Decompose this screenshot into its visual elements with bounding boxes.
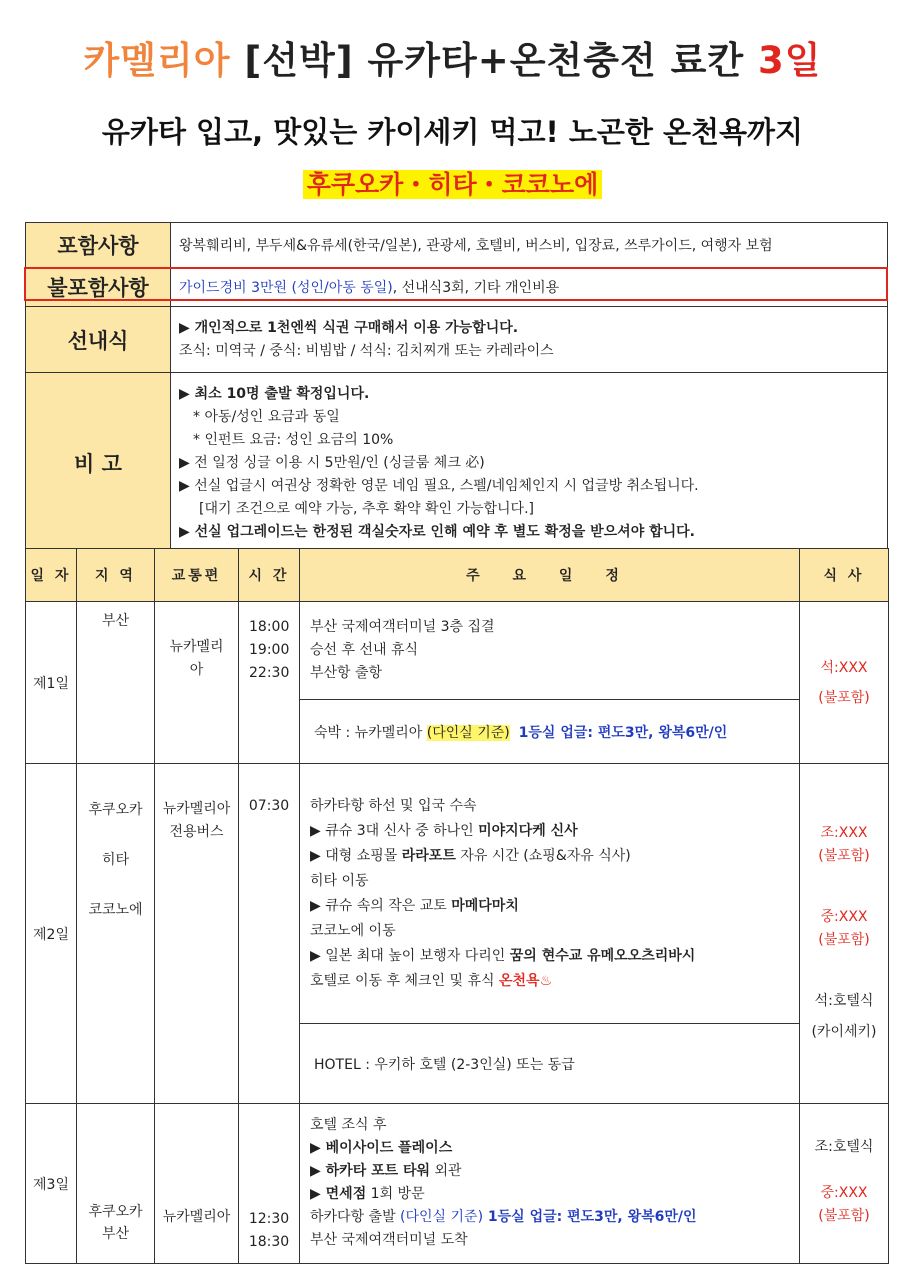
excluded-rest: , 선내식3회, 기타 개인비용 (392, 280, 560, 296)
ship-meal-label: 선내식 (26, 307, 171, 373)
note-3: * 인펀트 요금: 성인 요금의 10% (193, 431, 394, 448)
day2-line-2-bold: 미야지다케 신사 (478, 823, 578, 839)
day2-regions (77, 764, 155, 1104)
day3-time-2: 18:30 (248, 1234, 290, 1250)
day2-line-2-pre: ▶ 큐슈 3대 신사 중 하나인 (310, 823, 479, 839)
note-6: [대기 조건으로 예약 가능, 추후 확약 확인 가능합니다.] (199, 500, 534, 517)
day2-line-6: 코코노에 이동 (310, 923, 396, 939)
day1-time-1: 18:00 (249, 619, 290, 635)
day1-stay-upgrade: 1등실 업글: 편도3만, 왕복6만/인 (518, 724, 728, 741)
col-time: 시 간 (239, 549, 300, 602)
day2-transport-1: 뉴카멜리아 (162, 801, 231, 817)
day2-line-8 (310, 969, 789, 994)
day2-line-7-pre: ▶ 일본 최대 높이 보행자 다리인 (310, 948, 510, 964)
day2-line-3 (310, 844, 789, 869)
note-2: * 아동/성인 요금과 동일 (193, 408, 340, 425)
day2-line-3-pre: ▶ 대형 쇼핑몰 (310, 848, 402, 864)
excluded-text (171, 268, 888, 307)
day2-meal-lunch-note: (불포함) (818, 932, 870, 948)
day1-itinerary (300, 602, 800, 700)
day3-line-3-bold: ▶ 하카타 포트 타워 (310, 1163, 431, 1179)
col-region: 지 역 (77, 549, 155, 602)
day3-time-1: 12:30 (248, 1211, 290, 1227)
excluded-label: 불포함사항 (26, 268, 171, 307)
day2-line-7-bold: 꿈의 현수교 유메오오츠리바시 (509, 948, 696, 964)
note-5: ▶ 선실 업글시 여권상 정확한 영문 네임 필요, 스펠/네임체인지 시 업글방 취소됩니다. (179, 477, 699, 494)
day3-line-4-post: 1회 방문 (366, 1186, 425, 1202)
day3-line-4 (310, 1183, 789, 1206)
day3-line-2: ▶ 베이사이드 플레이스 (310, 1140, 453, 1156)
title-main: [선박] 유카타+온천충전 료칸 (230, 39, 758, 82)
notes-label: 비 고 (26, 373, 171, 554)
day3-transport-text: 뉴카멜리아 (162, 1209, 231, 1225)
day1-region (77, 602, 155, 764)
day1-item-1: 부산 국제여객터미널 3층 집결 (310, 619, 495, 635)
col-day: 일 자 (26, 549, 77, 602)
day1-transport-text: 뉴카멜리아 (169, 639, 224, 678)
day2-line-8-red: 온천욕♨ (499, 973, 553, 989)
day2-region-2: 히타 (101, 852, 130, 868)
day2-line-7 (310, 944, 789, 969)
day2-line-3-bold: 라라포트 (401, 848, 456, 864)
day2-meal-dinner-note: (카이세키) (811, 1024, 877, 1040)
day3-times (239, 1104, 300, 1264)
col-meal: 식 사 (800, 549, 889, 602)
included-text: 왕복훼리비, 부두세&유류세(한국/일본), 관광세, 호텔비, 버스비, 입장료, 쓰루가이드, 여행자 보험 (171, 223, 888, 268)
day2-meal-dinner: 석:호텔식 (814, 993, 874, 1009)
day3-itinerary (300, 1104, 800, 1264)
day2-line-3-post: 자유 시간 (쇼핑&자유 식사) (455, 848, 631, 864)
day1-meal-note: (불포함) (818, 689, 870, 706)
included-label: 포함사항 (26, 223, 171, 268)
ship-meal-line2: 조식: 미역국 / 중식: 비빔밥 / 석식: 김치찌개 또는 카레라이스 (179, 342, 554, 359)
day3-region-2: 부산 (101, 1226, 130, 1242)
day2-transport-2: 전용버스 (169, 824, 224, 840)
note-4: ▶ 전 일정 싱글 이용 시 5만원/인 (싱글룸 체크 必) (179, 454, 485, 471)
day3-meal-lunch: 중:XXX (820, 1185, 868, 1201)
day2-region-3: 코코노에 (88, 902, 143, 918)
day1-time-3: 22:30 (249, 665, 290, 681)
day2-line-2 (310, 819, 789, 844)
day2-line-5 (310, 894, 789, 919)
day3-region-1: 후쿠오카 (88, 1204, 143, 1220)
day3-line-5-blue: (다인실 기준) (400, 1209, 484, 1225)
note-1: ▶ 최소 10명 출발 확정입니다. (179, 385, 370, 402)
day2-hotel (300, 1024, 800, 1104)
day1-item-2: 승선 후 선내 휴식 (310, 642, 419, 658)
schedule-table (25, 548, 889, 1264)
day3-label: 제3일 (26, 1104, 77, 1264)
day2-meal-breakfast: 조:XXX (820, 825, 868, 841)
day3-transport (155, 1104, 239, 1264)
ship-meal-line1: ▶ 개인적으로 1천엔씩 식권 구매해서 이용 가능합니다. (179, 319, 519, 336)
day3-line-3-post: 외관 (430, 1163, 462, 1179)
day3-line-3 (310, 1160, 789, 1183)
day2-time (239, 764, 300, 1104)
day1-label: 제1일 (26, 602, 77, 764)
col-itinerary: 주 요 일 정 (300, 549, 800, 602)
day2-itinerary (300, 764, 800, 1024)
ship-meal-text (171, 307, 888, 373)
day1-transport (155, 602, 239, 764)
day1-time-2: 19:00 (249, 642, 290, 658)
day2-line-8-pre: 호텔로 이동 후 체크인 및 휴식 (310, 973, 499, 989)
day1-item-3: 부산항 출항 (310, 665, 383, 681)
region-text: 후쿠오카・히타・코코노에 (303, 170, 603, 199)
day2-line-4: 히타 이동 (310, 873, 369, 889)
day1-times (239, 602, 300, 764)
day3-line-4-bold: ▶ 면세점 (310, 1186, 367, 1202)
day3-meal (800, 1104, 889, 1264)
day2-label: 제2일 (26, 764, 77, 1104)
title-days: 3일 (757, 39, 822, 82)
day2-line-5-bold: 마메다마치 (451, 898, 519, 914)
day2-transport (155, 764, 239, 1104)
day1-meal (800, 602, 889, 764)
day2-time-text: 07:30 (248, 798, 290, 814)
day3-meal-lunch-note: (불포함) (818, 1208, 870, 1224)
day1-stay-prefix: 숙박 : 뉴카멜리아 (314, 724, 427, 741)
day1-region-text: 부산 (101, 613, 130, 629)
brand-name: 카멜리아 (83, 39, 231, 82)
day2-meal-breakfast-note: (불포함) (818, 848, 870, 864)
day3-line-5-pre: 하카다항 출발 (310, 1209, 401, 1225)
region-banner (0, 165, 905, 201)
col-transport: 교통편 (155, 549, 239, 602)
day2-meal (800, 764, 889, 1104)
note-7: ▶ 선실 업그레이드는 한정된 객실숫자로 인해 예약 후 별도 확정을 받으셔야 합니다. (179, 523, 695, 540)
guide-fee: 가이드경비 3만원 (성인/아동 동일) (179, 280, 393, 296)
notes-text (171, 373, 888, 554)
day2-line-5-pre: ▶ 큐슈 속의 작은 교토 (310, 898, 452, 914)
day1-stay-highlight: (다인실 기준) (426, 724, 510, 741)
day1-meal-dinner: 석:XXX (820, 659, 868, 676)
day3-line-1: 호텔 조식 후 (310, 1117, 387, 1133)
day1-stay (300, 700, 800, 764)
day3-line-5-upgrade: 1등실 업글: 편도3만, 왕복6만/인 (483, 1209, 697, 1225)
subtitle: 유카타 입고, 맛있는 카이세키 먹고! 노곤한 온천욕까지 (101, 115, 804, 149)
day3-meal-breakfast: 조:호텔식 (814, 1139, 874, 1155)
day2-hotel-text: HOTEL : 우키하 호텔 (2-3인실) 또는 동급 (314, 1056, 575, 1073)
day3-line-6: 부산 국제여객터미널 도착 (310, 1232, 468, 1248)
day2-meal-lunch: 중:XXX (820, 909, 868, 925)
day3-line-5 (310, 1206, 789, 1229)
info-table (25, 222, 888, 554)
day2-region-1: 후쿠오카 (88, 802, 143, 818)
day2-line-1: 하카타항 하선 및 입국 수속 (310, 798, 477, 814)
day3-region (77, 1104, 155, 1264)
page-title (0, 30, 905, 84)
